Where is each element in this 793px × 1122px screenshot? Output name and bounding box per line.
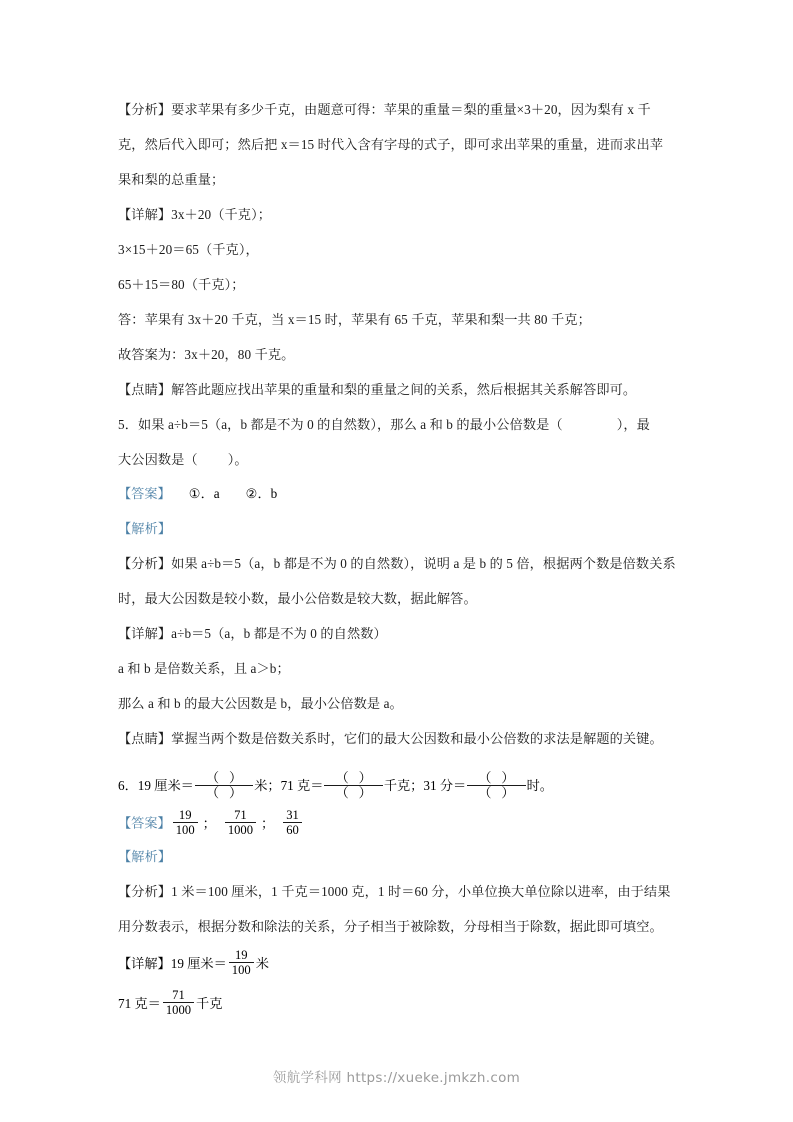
problem6-detail-fraction-2 (163, 988, 194, 1017)
detail-line2-prefix: 71 克＝ (118, 995, 161, 1011)
problem5-number: 5． (118, 417, 138, 432)
problem5-answer-choice-2: ②．b (245, 486, 278, 501)
fraction-denominator: 60 (286, 823, 299, 838)
problem5-tip-paragraph (118, 721, 676, 756)
blank-numerator: （） (467, 771, 525, 786)
analysis-text: 1 米＝100 厘米，1 千克＝1000 克，1 时＝60 分，小单位换大单位除以进率，由于结果用分数表示，根据分数和除法的关系，分子相当于被除数，分母相当于除数，据此即可填空。 (118, 883, 671, 934)
problem6-answer-fraction-3 (283, 808, 302, 837)
blank-numerator: （） (324, 771, 382, 786)
problem5-stem-line2-part1: 大公因数是（ (118, 452, 198, 467)
blank-numerator: （） (195, 771, 253, 786)
tip-tag: 【点睛】 (118, 382, 172, 397)
fraction-denominator: 1000 (165, 1003, 192, 1018)
problem5-stem-line2 (118, 442, 676, 477)
analysis-tag: 【分析】 (118, 883, 172, 899)
problem5-analysis-header (118, 511, 676, 546)
document-content (118, 92, 676, 1024)
analysis-header-tag: 【解析】 (118, 521, 172, 536)
problem6-blank-fraction-3[interactable] (467, 771, 525, 800)
tip-tag: 【点睛】 (118, 731, 172, 746)
analysis-tag: 【分析】 (118, 556, 172, 571)
problem6-analysis-paragraph (118, 874, 676, 944)
problem6-stem-seg3: 千克；31 分＝ (383, 778, 467, 793)
analysis-tag: 【分析】 (118, 102, 172, 117)
detail-text: 3x＋20（千克）； (171, 207, 272, 222)
problem5-stem-part1: 如果 a÷b＝5（a，b 都是不为 0 的自然数），那么 a 和 b 的最小公倍数是（ (137, 417, 563, 432)
problem4-detail-line3: 65＋15＝80（千克）； (118, 277, 245, 292)
problem6-analysis-header (118, 839, 676, 874)
answer-tag: 【答案】 (118, 486, 171, 501)
answer-separator: ； (261, 815, 275, 831)
problem4-detail-line5: 故答案为：3x＋20，80 千克。 (118, 347, 295, 362)
problem6-answer-fraction-1 (173, 808, 198, 837)
problem6-stem-seg2: 米；71 克＝ (254, 778, 324, 793)
problem6-blank-fraction-2[interactable] (324, 771, 382, 800)
problem6-detail-fraction-1 (229, 948, 254, 977)
fraction-numerator: 71 (225, 808, 256, 823)
problem6-stem-seg1: 19 厘米＝ (137, 778, 194, 793)
fraction-numerator: 31 (283, 808, 302, 823)
fraction-denominator: 100 (175, 823, 195, 838)
detail-tag: 【详解】 (118, 955, 171, 971)
detail-tag: 【详解】 (118, 626, 172, 641)
analysis-header-tag: 【解析】 (118, 848, 172, 864)
analysis-text: 如果 a÷b＝5（a，b 都是不为 0 的自然数），说明 a 是 b 的 5 倍，根据两个数是倍数关系时，最大公因数是较小数，最小公倍数是较大数，据此解答。 (118, 556, 676, 606)
problem6-detail-line1 (118, 944, 676, 984)
tip-text: 解答此题应找出苹果的重量和梨的重量之间的关系，然后根据其关系解答即可。 (171, 382, 637, 397)
problem4-tip-paragraph (118, 372, 676, 407)
detail-line1-suffix: 米 (255, 955, 269, 971)
problem5-stem-line2-part2: ）。 (227, 452, 248, 467)
tip-text: 掌握当两个数是倍数关系时，它们的最大公因数和最小公倍数的求法是解题的关键。 (171, 731, 663, 746)
problem5-stem-part2: ），最 (616, 417, 650, 432)
answer-separator: ； (202, 815, 216, 831)
problem5-answer-row (118, 477, 676, 511)
problem4-detail-line4: 答：苹果有 3x＋20 千克，当 x＝15 时，苹果有 65 千克，苹果和梨一共 80 千克； (118, 312, 591, 327)
problem6-stem-line (118, 766, 676, 806)
spacer (118, 756, 676, 766)
blank-denominator: （） (478, 785, 525, 801)
problem6-number: 6． (118, 778, 138, 793)
problem6-detail-line2 (118, 984, 676, 1024)
problem5-detail-line2: a 和 b 是倍数关系，且 a＞b； (118, 661, 290, 676)
fraction-denominator: 100 (231, 963, 251, 978)
problem6-answer-row (118, 806, 676, 839)
problem4-analysis-paragraph (118, 92, 676, 197)
problem5-stem-line1 (118, 407, 676, 442)
fraction-denominator: 1000 (227, 823, 254, 838)
problem4-detail-line2: 3×15＋20＝65（千克）， (118, 242, 259, 257)
problem5-detail-line1 (118, 616, 676, 651)
problem6-blank-fraction-1[interactable] (195, 771, 253, 800)
problem5-analysis-paragraph (118, 546, 676, 616)
detail-tag: 【详解】 (118, 207, 172, 222)
detail-text: a÷b＝5（a，b 都是不为 0 的自然数） (171, 626, 387, 641)
analysis-text: 要求苹果有多少千克，由题意可得：苹果的重量＝梨的重量×3＋20，因为梨有 x 千克，然后代入即可；然后把 x＝15 时代入含有字母的式子，即可求出苹果的重量，进而求出苹果和梨的总重量； (118, 102, 664, 187)
problem6-stem-seg4: 时。 (526, 778, 553, 793)
problem5-detail-line3: 那么 a 和 b 的最大公因数是 b，最小公倍数是 a。 (118, 696, 403, 711)
problem6-answer-fraction-2 (225, 808, 256, 837)
page-watermark: 领航学科网 https://xueke.jmkzh.com (272, 1070, 521, 1086)
fraction-numerator: 19 (229, 948, 254, 963)
detail-line1-prefix: 19 厘米＝ (170, 955, 227, 971)
fraction-numerator: 71 (163, 988, 194, 1003)
blank-denominator: （） (205, 785, 253, 801)
blank-denominator: （） (335, 785, 382, 801)
problem5-answer-choice-1: ①．a (188, 486, 220, 501)
fraction-numerator: 19 (173, 808, 198, 823)
detail-line2-suffix: 千克 (196, 995, 223, 1011)
problem4-detail-line1 (118, 197, 676, 232)
answer-tag: 【答案】 (118, 815, 171, 831)
